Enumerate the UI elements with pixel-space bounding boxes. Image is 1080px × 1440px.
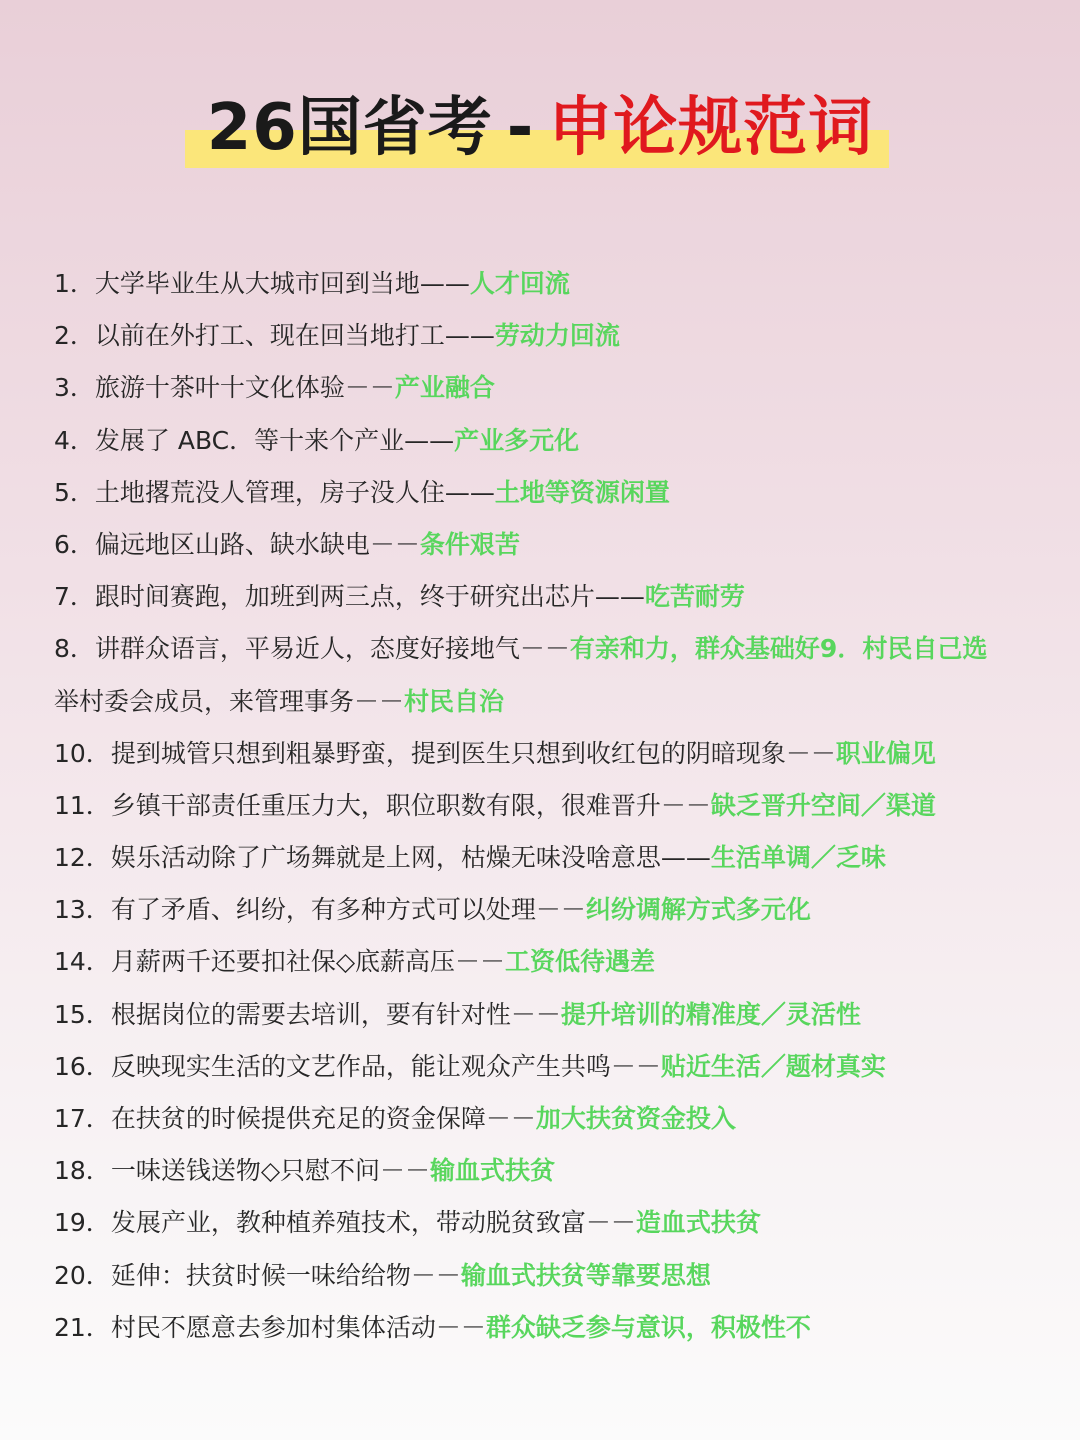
list-item <box>54 884 1054 936</box>
term-list <box>54 258 1054 1354</box>
list-item <box>54 623 1054 675</box>
item-description: 举村委会成员，来管理事务－－ <box>54 686 405 716</box>
header <box>0 88 1080 168</box>
item-number: 14． <box>54 947 111 977</box>
item-term: 造血式扶贫 <box>635 1208 761 1238</box>
item-number: 12． <box>54 843 111 873</box>
list-item <box>54 1145 1054 1197</box>
item-description: 在扶贫的时候提供充足的资金保障－－ <box>110 1104 536 1133</box>
list-item <box>54 1250 1054 1302</box>
item-number: 13． <box>54 895 111 925</box>
item-description: 村民不愿意去参加村集体活动－－ <box>110 1312 486 1342</box>
list-item <box>54 415 1054 467</box>
item-term: 产业融合 <box>394 373 495 403</box>
item-term: 生活单调／乏味 <box>710 843 886 873</box>
title-part1: 26国省考 <box>206 91 493 165</box>
item-number: 10． <box>54 738 111 768</box>
item-term: 输血式扶贫 <box>430 1156 556 1186</box>
item-description: 旅游十茶叶十文化体验－－ <box>94 373 395 403</box>
item-description: 延伸：扶贫时候一味给给物－－ <box>110 1260 461 1290</box>
item-number: 3． <box>54 373 95 403</box>
item-term: 吃苦耐劳 <box>644 582 745 612</box>
item-number: 6． <box>54 529 95 559</box>
item-number: 4． <box>54 425 95 455</box>
item-number: 16． <box>54 1051 111 1081</box>
item-description: 跟时间赛跑，加班到两三点，终于研究出芯片—— <box>94 582 645 612</box>
item-description: 月薪两千还要扣社保◇底薪高压－－ <box>110 947 506 977</box>
list-item <box>54 571 1054 623</box>
item-number: 17． <box>54 1104 111 1133</box>
item-term: 工资低待遇差 <box>505 947 656 977</box>
list-item <box>54 780 1054 832</box>
item-number: 19． <box>54 1208 111 1238</box>
item-term: 输血式扶贫等靠要思想 <box>460 1260 711 1290</box>
item-description: 乡镇干部责任重压力大，职位职数有限，很难晋升－－ <box>110 790 711 820</box>
list-item <box>54 936 1054 988</box>
list-item <box>54 1041 1054 1093</box>
list-item <box>54 989 1054 1041</box>
item-number: 1． <box>54 269 95 298</box>
item-description: 发展产业，教种植养殖技术，带动脱贫致富－－ <box>110 1208 636 1238</box>
item-number: 21． <box>54 1312 111 1342</box>
item-term: 提升培训的精准度／灵活性 <box>560 999 861 1029</box>
item-number: 18． <box>54 1156 111 1186</box>
item-term: 有亲和力，群众基础好9．村民自己选 <box>569 634 988 664</box>
item-description: 以前在外打工、现在回当地打工—— <box>94 321 495 351</box>
item-term: 土地等资源闲置 <box>494 477 670 507</box>
list-item <box>54 1197 1054 1249</box>
list-item <box>54 467 1054 519</box>
item-number: 11． <box>54 790 111 820</box>
item-description: 一味送钱送物◇只慰不问－－ <box>110 1156 431 1186</box>
item-description: 讲群众语言，平易近人，态度好接地气－－ <box>94 634 570 664</box>
list-item <box>54 676 1054 728</box>
item-description: 有了矛盾、纠纷，有多种方式可以处理－－ <box>110 895 586 925</box>
list-item <box>54 728 1054 780</box>
title-separator: - <box>506 91 535 165</box>
item-description: 反映现实生活的文艺作品，能让观众产生共鸣－－ <box>110 1051 661 1081</box>
list-item <box>54 1302 1054 1354</box>
item-term: 人才回流 <box>469 269 570 298</box>
title-part2: 申论规范词 <box>548 91 874 165</box>
item-description: 偏远地区山路、缺水缺电－－ <box>94 529 420 559</box>
item-description: 娱乐活动除了广场舞就是上网，枯燥无味没啥意思—— <box>110 843 711 873</box>
item-term: 加大扶贫资金投入 <box>535 1104 736 1133</box>
item-term: 职业偏见 <box>835 738 936 768</box>
item-term: 劳动力回流 <box>494 321 620 351</box>
item-term: 纠纷调解方式多元化 <box>585 895 811 925</box>
item-number: 15． <box>54 999 111 1029</box>
item-term: 贴近生活／题材真实 <box>660 1051 886 1081</box>
item-number: 7． <box>54 582 95 612</box>
page-title <box>207 88 874 168</box>
item-term: 群众缺乏参与意识，积极性不 <box>485 1312 811 1342</box>
item-term: 村民自治 <box>404 686 505 716</box>
list-item <box>54 310 1054 362</box>
list-item <box>54 832 1054 884</box>
list-item <box>54 362 1054 414</box>
item-number: 20． <box>54 1260 111 1290</box>
item-term: 产业多元化 <box>454 425 580 455</box>
list-item <box>54 258 1054 310</box>
item-number: 2． <box>54 321 95 351</box>
item-term: 缺乏晋升空间／渠道 <box>710 790 936 820</box>
item-description: 发展了 ABC．等十来个产业—— <box>94 425 455 455</box>
item-description: 大学毕业生从大城市回到当地—— <box>94 269 470 298</box>
item-description: 根据岗位的需要去培训，要有针对性－－ <box>110 999 561 1029</box>
item-description: 土地撂荒没人管理，房子没人住—— <box>94 477 495 507</box>
item-description: 提到城管只想到粗暴野蛮，提到医生只想到收红包的阴暗现象－－ <box>110 738 836 768</box>
item-number: 5． <box>54 477 95 507</box>
item-number: 8． <box>54 634 95 664</box>
list-item <box>54 1093 1054 1145</box>
list-item <box>54 519 1054 571</box>
item-term: 条件艰苦 <box>419 529 520 559</box>
